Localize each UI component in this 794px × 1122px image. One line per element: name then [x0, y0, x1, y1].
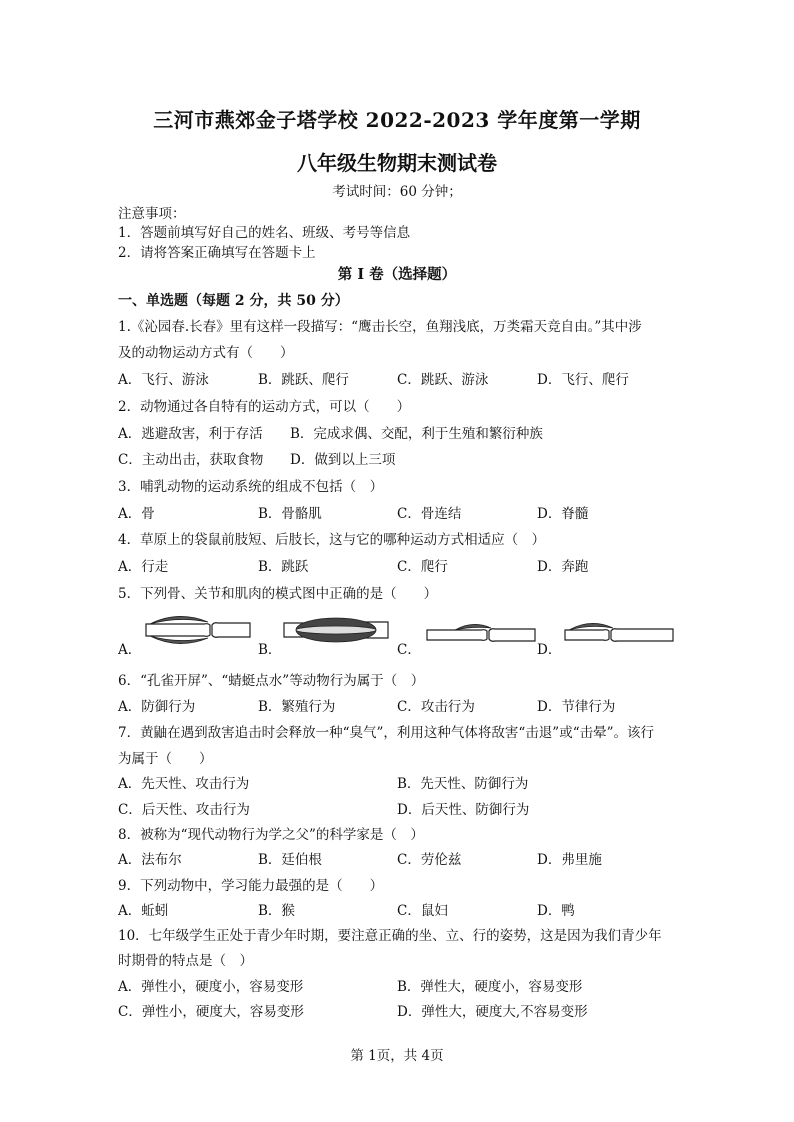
option-a: A．骨: [118, 506, 155, 522]
option-a: A．蚯蚓: [118, 903, 169, 919]
notice-heading: 注意事项：: [118, 206, 186, 222]
option-c: C．劳伦兹: [397, 852, 462, 868]
option-a: A．行走: [118, 559, 169, 575]
option-b: B．弹性大，硬度小，容易变形: [397, 979, 583, 995]
question-text: 4．草原上的袋鼠前肢短、后肢长，这与它的哪种运动方式相适应（ ）: [118, 532, 546, 548]
question-text: 8．被称为“现代动物行为学之父”的科学家是（ ）: [118, 827, 424, 843]
part1-title: 第 I 卷（选择题）: [337, 266, 457, 283]
option-c: C．爬行: [397, 559, 448, 575]
bone-muscle-diagram-c: [425, 618, 537, 648]
section-title: 一、单选题（每题 2 分，共 50 分）: [118, 293, 349, 309]
bone-muscle-diagram-d: [563, 618, 675, 648]
option-d: D．: [537, 642, 562, 658]
option-b: B．繁殖行为: [258, 699, 336, 715]
option-b: B．跳跃、爬行: [258, 372, 349, 388]
option-b: B．跳跃: [258, 559, 309, 575]
option-a: A．逃避敌害，利于存活: [118, 426, 263, 442]
bone-muscle-diagram-a: [142, 612, 254, 648]
question-text: 1.《沁园春.长春》里有这样一段描写：“鹰击长空，鱼翔浅底，万类霜天竞自由。”其中涉: [118, 319, 642, 335]
question-text: 时期骨的特点是（ ）: [118, 953, 253, 969]
option-c: C．骨连结: [397, 506, 462, 522]
option-d: D．弗里施: [537, 852, 602, 868]
question-text: 为属于（ ）: [118, 751, 213, 767]
option-c: C．跳跃、游泳: [397, 372, 489, 388]
option-b: B．完成求偶、交配，利于生殖和繁衍种族: [290, 426, 543, 442]
exam-subtitle: 八年级生物期末测试卷: [297, 151, 497, 175]
option-d: D．飞行、爬行: [537, 372, 629, 388]
question-text: 5．下列骨、关节和肌肉的模式图中正确的是（ ）: [118, 586, 438, 602]
option-d: D．弹性大，硬度大,不容易变形: [397, 1004, 588, 1020]
option-b: B．廷伯根: [258, 852, 322, 868]
option-a: A．先天性、攻击行为: [118, 776, 250, 792]
option-c: C．主动出击，获取食物: [118, 452, 264, 468]
option-c: C．: [397, 642, 421, 658]
option-a: A．弹性小，硬度小，容易变形: [118, 979, 304, 995]
option-a: A．法布尔: [118, 852, 182, 868]
option-d: D．鸭: [537, 903, 575, 919]
option-a: A．: [118, 642, 142, 658]
option-b: B．猴: [258, 903, 295, 919]
exam-title: 三河市燕郊金子塔学校 2022-2023 学年度第一学期: [153, 108, 641, 132]
option-c: C．后天性、攻击行为: [118, 802, 250, 818]
option-d: D．做到以上三项: [290, 452, 396, 468]
option-a: A．飞行、游泳: [118, 372, 209, 388]
notice-item: 1．答题前填写好自己的姓名、班级、考号等信息: [118, 225, 411, 241]
option-c: C．鼠妇: [397, 903, 448, 919]
option-d: D．脊髓: [537, 506, 589, 522]
option-d: D．后天性、防御行为: [397, 802, 530, 818]
question-text: 及的动物运动方式有（ ）: [118, 345, 294, 361]
exam-time: 考试时间：60 分钟；: [332, 184, 462, 200]
bone-muscle-diagram-b: [280, 610, 392, 650]
question-text: 3．哺乳动物的运动系统的组成不包括（ ）: [118, 479, 384, 495]
option-b: B．先天性、防御行为: [397, 776, 529, 792]
option-a: A．防御行为: [118, 699, 196, 715]
option-c: C．弹性小，硬度大，容易变形: [118, 1004, 304, 1020]
page-footer: 第 1页，共 4页: [350, 1048, 444, 1064]
option-d: D．奔跑: [537, 559, 589, 575]
question-text: 6．“孔雀开屏”、“蜻蜓点水”等动物行为属于（ ）: [118, 673, 425, 689]
notice-item: 2．请将答案正确填写在答题卡上: [118, 245, 316, 261]
option-b: B．骨骼肌: [258, 506, 322, 522]
question-text: 9．下列动物中，学习能力最强的是（ ）: [118, 878, 384, 894]
question-text: 7．黄鼬在遇到敌害追击时会释放一种“臭气”，利用这种气体将敌害“击退”或“击晕”。该行: [118, 725, 654, 741]
option-c: C．攻击行为: [397, 699, 475, 715]
question-text: 2．动物通过各自特有的运动方式，可以（ ）: [118, 399, 411, 415]
option-b: B．: [258, 642, 282, 658]
question-text: 10．七年级学生正处于青少年时期，要注意正确的坐、立、行的姿势，这是因为我们青少年: [118, 928, 662, 944]
option-d: D．节律行为: [537, 699, 616, 715]
